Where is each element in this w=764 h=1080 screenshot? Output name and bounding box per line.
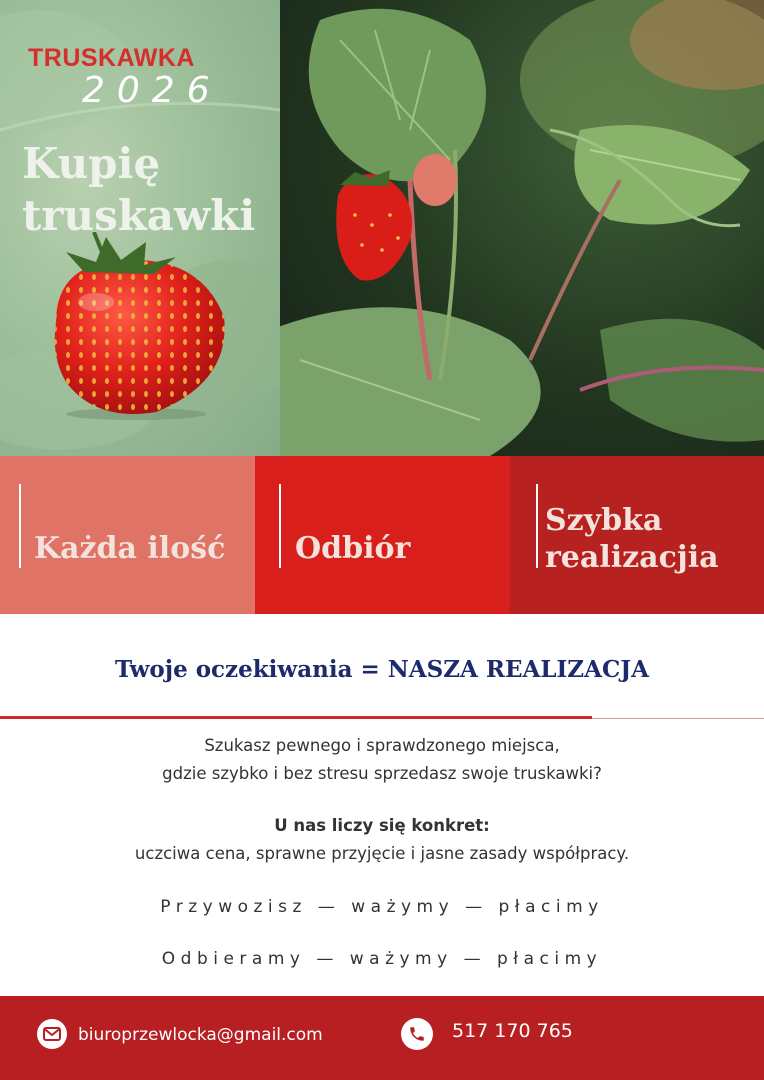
phone-icon bbox=[401, 1018, 433, 1050]
hero-section bbox=[0, 0, 764, 456]
process-line-2: Odbieramy — ważymy — płacimy bbox=[161, 949, 603, 969]
strawberry-image bbox=[36, 232, 236, 422]
strawberry-plant-photo bbox=[280, 0, 764, 456]
feature-label: Każda ilość bbox=[34, 531, 226, 566]
process-line-1: Przywozisz — ważymy — płacimy bbox=[160, 897, 604, 917]
divider-red bbox=[0, 716, 592, 719]
brand-name: TRUSKAWKA bbox=[28, 44, 195, 72]
divider-light bbox=[592, 718, 764, 719]
brand-year: 2026 bbox=[82, 70, 222, 111]
intro-line-1: Szukasz pewnego i sprawdzonego miejsca, bbox=[204, 736, 560, 755]
email-link[interactable]: biuroprzewlocka@gmail.com bbox=[78, 1025, 323, 1045]
features-strip bbox=[0, 456, 764, 614]
intro-line-2: gdzie szybko i bez stresu sprzedasz swoje truskawki? bbox=[162, 764, 602, 783]
concrete-heading: U nas liczy się konkret: bbox=[274, 816, 490, 835]
phone-link[interactable]: 517 170 765 bbox=[452, 1020, 573, 1042]
concrete-text: uczciwa cena, sprawne przyjęcie i jasne zasady współpracy. bbox=[134, 844, 630, 863]
hero-title: Kupię truskawki bbox=[22, 139, 256, 240]
feature-label: Odbiór bbox=[295, 531, 411, 566]
feature-divider bbox=[536, 484, 538, 568]
feature-pickup bbox=[255, 456, 510, 614]
headline: Twoje oczekiwania = NASZA REALIZACJA bbox=[115, 656, 649, 683]
hero-left-panel bbox=[0, 0, 280, 456]
plant-illustration bbox=[280, 0, 764, 456]
feature-any-quantity bbox=[0, 456, 255, 614]
feature-divider bbox=[19, 484, 21, 568]
feature-divider bbox=[279, 484, 281, 568]
feature-label: Szybka realizacjia bbox=[545, 503, 719, 575]
contact-footer bbox=[0, 996, 764, 1080]
envelope-icon bbox=[37, 1019, 67, 1049]
feature-fast-realization bbox=[510, 456, 764, 614]
